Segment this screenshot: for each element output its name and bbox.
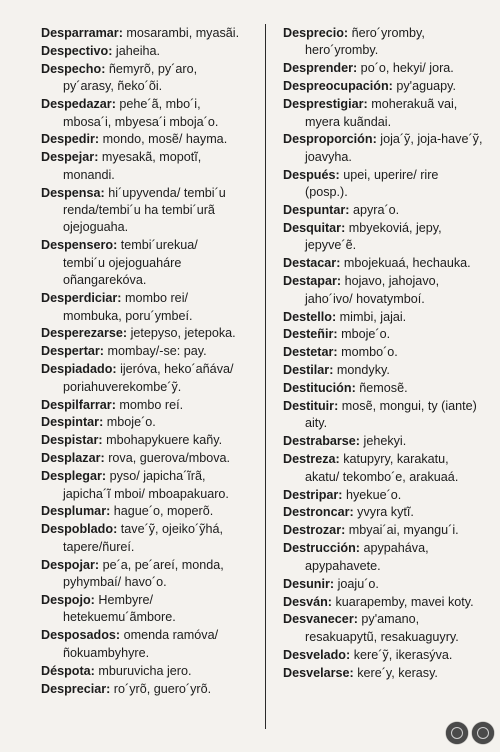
dictionary-entry <box>283 344 491 361</box>
entry-headword: Después: <box>283 167 340 182</box>
entry-definition: tembi´urekua/ <box>117 238 198 253</box>
entry-first-line <box>41 43 253 60</box>
entry-definition: kere´y, kerasy. <box>353 665 438 680</box>
entry-definition: ro´yrõ, guero´yrõ. <box>110 681 212 696</box>
dictionary-entry <box>283 522 491 539</box>
entry-definition: mombo reí. <box>115 397 184 412</box>
entry-definition: joaju´o. <box>334 576 379 591</box>
entry-first-line <box>283 255 491 272</box>
entry-first-line <box>283 451 491 468</box>
entry-definition: mombo´o. <box>337 345 398 360</box>
entry-first-line <box>41 627 253 644</box>
entry-continuation-line <box>41 379 253 396</box>
entry-first-line <box>283 576 491 593</box>
entry-definition: mburuvicha jero. <box>94 663 192 678</box>
dictionary-entry <box>41 468 253 503</box>
entry-definition: jaho´ivo/ hovatymboí. <box>305 291 425 306</box>
entry-definition: hi´upyvenda/ tembi´u <box>104 185 226 200</box>
dictionary-entry <box>283 131 491 166</box>
entry-definition: mbohapykuere kañy. <box>102 433 223 448</box>
entry-continuation-line <box>41 114 253 131</box>
entry-first-line <box>283 398 491 415</box>
entry-headword: Desvelado: <box>283 647 351 662</box>
entry-first-line <box>283 167 491 184</box>
entry-headword: Desvanecer: <box>283 612 358 627</box>
entry-first-line <box>283 326 491 343</box>
entry-continuation-line <box>41 272 253 289</box>
entry-first-line <box>41 290 253 307</box>
entry-definition: mombo rei/ <box>121 291 188 306</box>
entry-definition: mboje´o. <box>337 327 391 342</box>
dictionary-entry <box>283 487 491 504</box>
dictionary-entry <box>283 611 491 646</box>
entry-definition: mimbi, jajai. <box>336 309 407 324</box>
entry-continuation-line <box>41 308 253 325</box>
entry-headword: Despuntar: <box>283 203 350 218</box>
entry-continuation-line <box>41 609 253 626</box>
entry-continuation-line <box>41 255 253 272</box>
entry-headword: Destreza: <box>283 452 340 467</box>
entry-headword: Destetar: <box>283 345 338 360</box>
dictionary-entry <box>283 25 491 60</box>
entry-definition: akatu/ tekombo´e, arakuaá. <box>305 469 459 484</box>
entry-first-line <box>41 414 253 431</box>
entry-headword: Destilar: <box>283 363 334 378</box>
entry-first-line <box>283 504 491 521</box>
entry-continuation-line <box>41 574 253 591</box>
entry-first-line <box>283 611 491 628</box>
dictionary-entry <box>283 647 491 664</box>
entry-first-line <box>283 60 491 77</box>
entry-headword: Desprender: <box>283 61 358 76</box>
entry-first-line <box>283 78 491 95</box>
dictionary-entry <box>283 380 491 397</box>
entry-first-line <box>283 665 491 682</box>
dictionary-entry <box>41 414 253 431</box>
entry-definition: tave´ỹ, ojeiko´ỹhá, <box>117 522 223 537</box>
entry-continuation-line <box>41 486 253 503</box>
entry-definition: monandi. <box>63 167 115 182</box>
entry-first-line <box>283 380 491 397</box>
dictionary-entry <box>283 273 491 308</box>
entry-headword: Destripar: <box>283 487 343 502</box>
dictionary-entry <box>283 594 491 611</box>
entry-definition: hojavo, jahojavo, <box>341 274 440 289</box>
entry-headword: Despedir: <box>41 132 100 147</box>
entry-first-line <box>41 25 253 42</box>
dictionary-entry <box>41 290 253 325</box>
dictionary-entry <box>283 540 491 575</box>
entry-headword: Desplumar: <box>41 504 111 519</box>
entry-headword: Desvelarse: <box>283 665 354 680</box>
entry-definition: jepyve´ẽ. <box>305 238 357 253</box>
entry-headword: Destitución: <box>283 381 356 396</box>
entry-headword: Despertar: <box>41 344 104 359</box>
dictionary-entry <box>41 663 253 680</box>
entry-first-line <box>41 468 253 485</box>
entry-headword: Despreciar: <box>41 681 111 696</box>
entry-continuation-line <box>283 469 491 486</box>
entry-first-line <box>41 503 253 520</box>
dictionary-entry <box>41 185 253 237</box>
entry-definition: mosẽ, mongui, ty (iante) <box>338 399 477 414</box>
left-column <box>41 25 253 698</box>
dictionary-entry <box>41 627 253 662</box>
dictionary-entry <box>283 167 491 202</box>
entry-continuation-line <box>41 645 253 662</box>
dictionary-entry <box>41 592 253 627</box>
entry-first-line <box>283 522 491 539</box>
entry-continuation-line <box>283 237 491 254</box>
entry-continuation-line <box>283 629 491 646</box>
entry-definition: jaheiha. <box>112 43 161 58</box>
dictionary-entry <box>41 343 253 360</box>
entry-definition: py´arasy, ñeko´õi. <box>63 79 163 94</box>
entry-continuation-line <box>41 539 253 556</box>
entry-first-line <box>41 397 253 414</box>
entry-continuation-line <box>283 415 491 432</box>
entry-headword: Despensa: <box>41 185 105 200</box>
entry-definition: (posp.). <box>305 185 348 200</box>
entry-definition: myera kuãndai. <box>305 114 392 129</box>
previous-page-button[interactable] <box>446 722 468 744</box>
entry-headword: Despilfarrar: <box>41 397 116 412</box>
dictionary-entry <box>283 576 491 593</box>
dictionary-entry <box>41 96 253 131</box>
page-navigation <box>446 722 494 744</box>
entry-definition: po´o, hekyi/ jora. <box>357 61 454 76</box>
entry-definition: pe´a, pe´areí, monda, <box>99 557 224 572</box>
dictionary-entry <box>283 220 491 255</box>
entry-headword: Desperdiciar: <box>41 291 122 306</box>
entry-first-line <box>283 202 491 219</box>
entry-headword: Desván: <box>283 594 332 609</box>
entry-first-line <box>41 450 253 467</box>
dictionary-entry <box>283 398 491 433</box>
entry-headword: Destrozar: <box>283 523 346 538</box>
entry-continuation-line <box>283 114 491 131</box>
entry-headword: Despiadado: <box>41 362 117 377</box>
entry-first-line <box>283 540 491 557</box>
entry-definition: myesakã, mopotĩ, <box>98 150 202 165</box>
entry-headword: Destello: <box>283 309 337 324</box>
entry-continuation-line <box>41 219 253 236</box>
entry-definition: py'amano, <box>357 612 420 627</box>
dictionary-entry <box>283 665 491 682</box>
entry-first-line <box>41 149 253 166</box>
entry-headword: Despojo: <box>41 593 95 607</box>
entry-headword: Destrabarse: <box>283 434 361 449</box>
entry-definition: mbyai´ai, myangu´i. <box>345 523 459 538</box>
dictionary-entry <box>41 450 253 467</box>
entry-first-line <box>41 96 253 113</box>
entry-first-line <box>283 25 491 42</box>
entry-first-line <box>283 309 491 326</box>
entry-first-line <box>41 61 253 78</box>
entry-definition: hetekuemu´ãmbore. <box>63 610 176 625</box>
entry-definition: mombay/-se: pay. <box>104 344 207 359</box>
entry-headword: Desprecio: <box>283 26 349 40</box>
entry-first-line <box>283 647 491 664</box>
dictionary-entry <box>41 397 253 414</box>
entry-definition: ñemosẽ. <box>355 381 408 396</box>
entry-definition: hyekue´o. <box>342 487 402 502</box>
entry-continuation-line <box>283 558 491 575</box>
entry-headword: Despecho: <box>41 61 106 76</box>
dictionary-entry <box>283 504 491 521</box>
entry-definition: oñangarekóva. <box>63 273 147 288</box>
entry-definition: tapere/ñureí. <box>63 539 135 554</box>
entry-first-line <box>41 592 253 609</box>
dictionary-entry <box>283 60 491 77</box>
dictionary-entry <box>41 503 253 520</box>
entry-continuation-line <box>283 42 491 59</box>
entry-headword: Desposados: <box>41 628 121 643</box>
entry-first-line <box>283 273 491 290</box>
entry-definition: renda/tembi´u ha tembi´urã <box>63 203 215 218</box>
entry-definition: mbojekuaá, hechauka. <box>340 256 471 271</box>
entry-headword: Despoblado: <box>41 522 118 537</box>
entry-definition: mondyky. <box>333 363 390 378</box>
entry-definition: yvyra kytĩ. <box>353 505 414 520</box>
entry-headword: Destituir: <box>283 399 339 414</box>
entry-first-line <box>283 220 491 237</box>
entry-definition: omenda ramóva/ <box>120 628 219 643</box>
entry-definition: ijeróva, heko´añáva/ <box>116 362 234 377</box>
column-divider <box>265 24 266 729</box>
entry-continuation-line <box>283 184 491 201</box>
entry-definition: joavyha. <box>305 149 352 164</box>
dictionary-entry <box>283 202 491 219</box>
entry-definition: mboje´o. <box>103 415 156 430</box>
entry-headword: Despejar: <box>41 150 99 165</box>
dictionary-entry <box>41 25 253 42</box>
entry-headword: Desplazar: <box>41 451 105 466</box>
entry-first-line <box>283 433 491 450</box>
dictionary-entry <box>41 61 253 96</box>
entry-continuation-line <box>41 167 253 184</box>
entry-definition: kuarapemby, mavei koty. <box>332 594 474 609</box>
entry-first-line <box>283 131 491 148</box>
entry-definition: mondo, mosẽ/ hayma. <box>99 132 228 147</box>
entry-headword: Desprestigiar: <box>283 97 368 112</box>
entry-definition: moherakuã vai, <box>367 97 458 112</box>
dictionary-entry <box>283 362 491 379</box>
dictionary-entry <box>283 78 491 95</box>
entry-definition: mosarambi, myasãi. <box>122 26 240 40</box>
entry-definition: mbyekoviá, jepy, <box>345 220 442 235</box>
entry-definition: pehe´ã, mbo´i, <box>115 97 201 112</box>
entry-headword: Desperezarse: <box>41 326 128 341</box>
dictionary-entry <box>41 237 253 289</box>
entry-continuation-line <box>41 202 253 219</box>
entry-first-line <box>41 237 253 254</box>
entry-first-line <box>41 185 253 202</box>
next-page-icon <box>477 727 489 739</box>
entry-headword: Destroncar: <box>283 505 354 520</box>
entry-headword: Despintar: <box>41 415 104 430</box>
entry-headword: Desproporción: <box>283 132 377 147</box>
entry-definition: joja´ỹ, joja-have´ỹ, <box>376 132 483 147</box>
entry-headword: Destacar: <box>283 256 341 271</box>
entry-headword: Desquitar: <box>283 220 346 235</box>
entry-headword: Desparramar: <box>41 26 123 40</box>
entry-first-line <box>283 487 491 504</box>
entry-definition: aity. <box>305 416 328 431</box>
entry-continuation-line <box>283 291 491 308</box>
entry-first-line <box>41 521 253 538</box>
entry-definition: mbosa´i, mbyesa´i mboja´o. <box>63 114 219 129</box>
entry-first-line <box>41 343 253 360</box>
entry-continuation-line <box>283 149 491 166</box>
entry-definition: kere´ỹ, ikerasýva. <box>350 647 453 662</box>
entry-definition: rova, guerova/mbova. <box>104 451 231 466</box>
entry-definition: ñokuambyhyre. <box>63 645 150 660</box>
entry-definition: japicha´ĩ mboi/ mboapakuaro. <box>63 486 229 501</box>
entry-definition: apyra´o. <box>349 203 400 218</box>
entry-definition: jetepyso, jetepoka. <box>127 326 236 341</box>
entry-first-line <box>41 663 253 680</box>
entry-definition: Hembyre/ <box>94 593 153 607</box>
entry-definition: py'aguapy. <box>392 79 456 94</box>
dictionary-entry <box>283 309 491 326</box>
entry-first-line <box>41 325 253 342</box>
dictionary-entry <box>283 255 491 272</box>
previous-page-icon <box>451 727 463 739</box>
right-column <box>283 25 491 683</box>
dictionary-entry <box>41 681 253 698</box>
entry-definition: ñero´yromby, <box>348 26 425 40</box>
entry-headword: Destrucción: <box>283 541 360 556</box>
entry-definition: hague´o, moperõ. <box>110 504 214 519</box>
entry-definition: pyhymbaí/ havo´o. <box>63 575 167 590</box>
entry-headword: Despreocupación: <box>283 79 393 94</box>
dictionary-entry <box>283 326 491 343</box>
entry-definition: jehekyi. <box>360 434 407 449</box>
dictionary-entry <box>41 43 253 60</box>
next-page-button[interactable] <box>472 722 494 744</box>
entry-headword: Despistar: <box>41 433 103 448</box>
entry-definition: upei, uperire/ rire <box>339 167 439 182</box>
entry-definition: hero´yromby. <box>305 43 379 58</box>
entry-definition: apypahavete. <box>305 558 381 573</box>
dictionary-entry <box>283 451 491 486</box>
dictionary-entry <box>41 432 253 449</box>
entry-definition: pyso/ japicha´ĩrã, <box>106 469 206 484</box>
entry-headword: Destapar: <box>283 274 342 289</box>
entry-headword: Desunir: <box>283 576 335 591</box>
entry-headword: Despectivo: <box>41 43 113 58</box>
entry-definition: ñemyrõ, py´aro, <box>105 61 198 76</box>
entry-headword: Despensero: <box>41 238 118 253</box>
entry-headword: Despojar: <box>41 557 100 572</box>
entry-definition: tembi´u ojejoguaháre <box>63 255 182 270</box>
entry-definition: ojejoguaha. <box>63 220 129 235</box>
entry-definition: resakuapytũ, resakuaguyry. <box>305 629 459 644</box>
entry-continuation-line <box>41 78 253 95</box>
entry-first-line <box>283 96 491 113</box>
entry-first-line <box>41 681 253 698</box>
entry-definition: mombuka, poru´ymbeí. <box>63 308 193 323</box>
dictionary-entry <box>41 361 253 396</box>
entry-first-line <box>41 557 253 574</box>
dictionary-entry <box>41 131 253 148</box>
entry-first-line <box>41 131 253 148</box>
dictionary-entry <box>41 149 253 184</box>
entry-first-line <box>283 594 491 611</box>
entry-definition: katupyry, karakatu, <box>339 452 449 467</box>
entry-headword: Déspota: <box>41 663 95 678</box>
entry-headword: Desplegar: <box>41 469 107 484</box>
entry-first-line <box>283 362 491 379</box>
entry-headword: Despedazar: <box>41 97 116 112</box>
entry-definition: apypaháva, <box>359 541 429 556</box>
dictionary-entry <box>283 433 491 450</box>
dictionary-entry <box>41 557 253 592</box>
dictionary-entry <box>283 96 491 131</box>
entry-first-line <box>283 344 491 361</box>
entry-first-line <box>41 432 253 449</box>
entry-definition: poriahuverekombe´ỹ. <box>63 379 182 394</box>
dictionary-entry <box>41 325 253 342</box>
entry-headword: Desteñir: <box>283 327 338 342</box>
dictionary-entry <box>41 521 253 556</box>
entry-first-line <box>41 361 253 378</box>
